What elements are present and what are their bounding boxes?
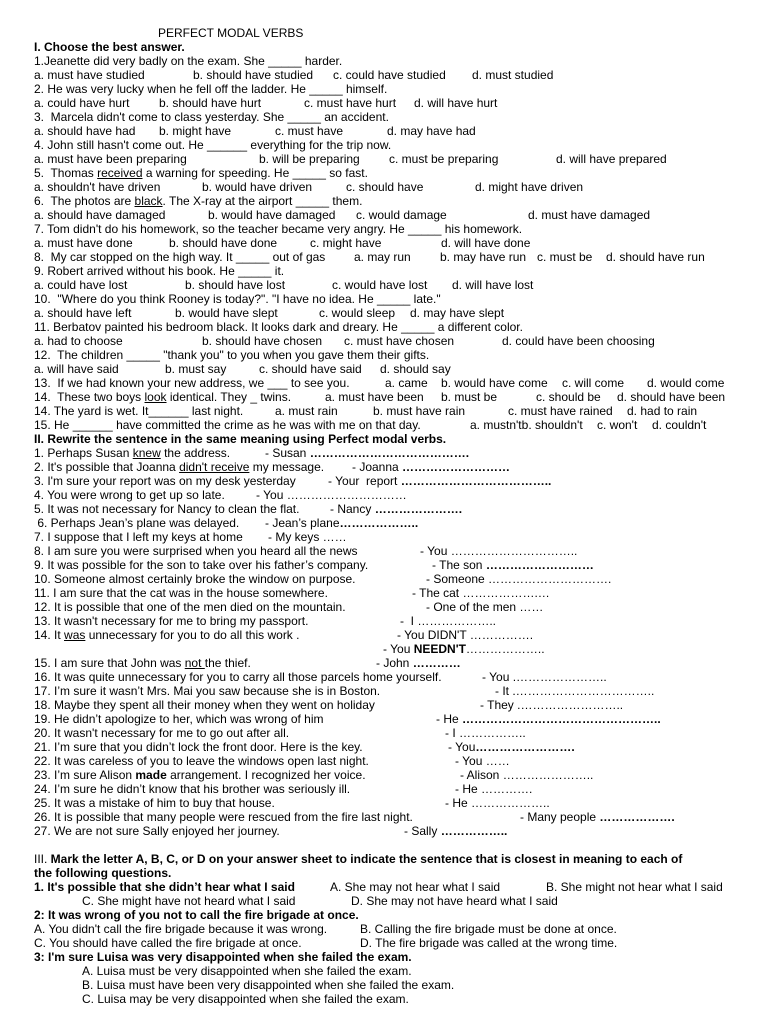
option-d: d. must studied: [472, 68, 554, 82]
rewrite-answer: - Your report ………………………………..: [328, 474, 552, 488]
option-a: a. came: [385, 376, 428, 390]
option-a: a. mustn'tb. shouldn't: [470, 418, 583, 432]
question-stem: 3. Marcela didn't come to class yesterday. She _____ an accident.: [34, 110, 389, 124]
rewrite-answer: - The son ………………………: [432, 558, 594, 572]
rewrite-answer: - Sally ……………..: [404, 824, 508, 838]
option-c: c. would have lost: [332, 278, 428, 292]
option-a: a. must rain: [275, 404, 338, 418]
option-d: d. should say: [380, 362, 451, 376]
rewrite-sentence: 16. It was quite unnecessary for you to carry all those parcels home yourself.: [34, 670, 442, 684]
rewrite-sentence: 10. Someone almost certainly broke the window on purpose.: [34, 572, 356, 586]
rewrite-answer: - You .…………………..: [482, 670, 607, 684]
question-stem: 7. Tom didn't do his homework, so the teacher became very angry. He _____ his homework.: [34, 222, 523, 236]
mcq-option-a: A. Luisa must be very disappointed when she failed the exam.: [82, 964, 412, 978]
option-b: b. must have rain: [373, 404, 466, 418]
option-a: a. may run: [354, 250, 411, 264]
mcq-option-c: C. You should have called the fire brigade at once.: [34, 936, 302, 950]
option-a: a. had to choose: [34, 334, 123, 348]
option-b: b. should have lost: [185, 278, 286, 292]
mcq-option-d: D. She may not have heard what I said: [351, 894, 558, 908]
option-d: d. couldn't: [652, 418, 707, 432]
question-stem: 14. The yard is wet. It______ last night.: [34, 404, 244, 418]
rewrite-sentence: 8. I am sure you were surprised when you heard all the news: [34, 544, 358, 558]
section-2-heading: II. Rewrite the sentence in the same meaning using Perfect modal verbs.: [34, 432, 447, 446]
rewrite-answer: - You NEEDN'T………………..: [383, 642, 545, 656]
section-3-heading: III. Mark the letter A, B, C, or D on your answer sheet to indicate the sentence that is closest in meaning to each of: [34, 852, 683, 866]
rewrite-answer: - You …………………………: [256, 488, 407, 502]
mcq-option-b: B. Calling the fire brigade must be done at once.: [360, 922, 617, 936]
option-d: d. may have had: [387, 124, 476, 138]
rewrite-answer: - My keys ……: [268, 530, 347, 544]
option-a: a. shouldn't have driven: [34, 180, 161, 194]
question-stem: 15. He ______ have committed the crime as he was with me on that day.: [34, 418, 421, 432]
question-stem: 14. These two boys look identical. They _ twins.: [34, 390, 292, 404]
option-d: d. would come: [647, 376, 725, 390]
rewrite-answer: - They .……………………..: [480, 698, 624, 712]
option-b: b. will be preparing: [259, 152, 360, 166]
option-d: d. might have driven: [475, 180, 584, 194]
rewrite-sentence: 1. Perhaps Susan knew the address.: [34, 446, 231, 460]
question-stem: 13. If we had known your new address, we ___ to see you.: [34, 376, 350, 390]
option-b: b. would have slept: [175, 306, 278, 320]
option-a: a. should have left: [34, 306, 132, 320]
question-stem: 5. Thomas received a warning for speeding. He _____ so fast.: [34, 166, 368, 180]
option-d: d. will have lost: [452, 278, 534, 292]
question-stem: 11. Berbatov painted his bedroom black. It looks dark and dreary. He _____ a different color.: [34, 320, 523, 334]
rewrite-sentence: 23. I’m sure Alison made arrangement. I recognized her voice.: [34, 768, 366, 782]
option-d: d. should have been: [617, 390, 726, 404]
option-a: a. must have done: [34, 236, 133, 250]
mcq-option-a: A. She may not hear what I said: [330, 880, 501, 894]
rewrite-sentence: 18. Maybe they spent all their money when they went on holiday: [34, 698, 375, 712]
rewrite-sentence: 14. It was unnecessary for you to do all this work .: [34, 628, 300, 642]
rewrite-sentence: 17. I’m sure it wasn’t Mrs. Mai you saw because she is in Boston.: [34, 684, 381, 698]
option-c: c. should have: [346, 180, 424, 194]
rewrite-answer: - The cat ……………….…: [412, 586, 550, 600]
rewrite-answer: - I ………………..: [400, 614, 497, 628]
rewrite-sentence: 13. It wasn't necessary for me to bring my passport.: [34, 614, 309, 628]
option-a: a. must have studied: [34, 68, 145, 82]
mcq-stem: 2: It was wrong of you not to call the fire brigade at once.: [34, 908, 359, 922]
rewrite-sentence: 19. He didn’t apologize to her, which was wrong of him: [34, 712, 324, 726]
question-stem: 6. The photos are black. The X-ray at the airport _____ them.: [34, 194, 363, 208]
rewrite-sentence: 2. It's possible that Joanna didn't receive my message.: [34, 460, 325, 474]
option-c: c. must be preparing: [389, 152, 499, 166]
rewrite-answer: - Alison …………………..: [460, 768, 594, 782]
option-b: b. should have chosen: [202, 334, 323, 348]
option-a: a. must have been: [325, 390, 424, 404]
section-1-heading: I. Choose the best answer.: [34, 40, 185, 54]
option-d: d. could have been choosing: [502, 334, 655, 348]
mcq-option-b: B. Luisa must have been very disappointed when she failed the exam.: [82, 978, 455, 992]
option-c: c. could have studied: [333, 68, 446, 82]
rewrite-answer: - You…………………….: [448, 740, 575, 754]
rewrite-answer: - You DIDN'T …………….: [397, 628, 534, 642]
rewrite-answer: - Jean’s plane………………..: [265, 516, 419, 530]
option-d: d. will have prepared: [556, 152, 667, 166]
rewrite-sentence: 7. I suppose that I left my keys at home: [34, 530, 243, 544]
option-c: c. will come: [562, 376, 625, 390]
option-c: c. should have said: [259, 362, 362, 376]
rewrite-sentence: 4. You were wrong to get up so late.: [34, 488, 225, 502]
rewrite-sentence: 26. It is possible that many people were rescued from the fire last night.: [34, 810, 413, 824]
mcq-stem: 3: I'm sure Luisa was very disappointed when she failed the exam.: [34, 950, 412, 964]
option-b: b. must say: [165, 362, 227, 376]
mcq-option-c: C. Luisa may be very disappointed when she failed the exam.: [82, 992, 409, 1006]
rewrite-sentence: 15. I am sure that John was not the thief.: [34, 656, 251, 670]
option-c: c. won't: [597, 418, 638, 432]
option-d: d. should have run: [606, 250, 705, 264]
question-stem: 4. John still hasn't come out. He ______ everything for the trip now.: [34, 138, 392, 152]
option-b: b. might have: [159, 124, 232, 138]
question-stem: 8. My car stopped on the high way. It _____ out of gas: [34, 250, 326, 264]
rewrite-answer: - Many people ……………….: [520, 810, 675, 824]
option-b: b. should have hurt: [159, 96, 262, 110]
mcq-option-c: C. She might have not heard what I said: [82, 894, 296, 908]
rewrite-answer: - One of the men ……: [426, 600, 544, 614]
rewrite-answer: - I ……………..: [445, 726, 526, 740]
rewrite-sentence: 6. Perhaps Jean’s plane was delayed.: [34, 516, 240, 530]
option-a: a. could have hurt: [34, 96, 130, 110]
option-c: c. must have chosen: [344, 334, 455, 348]
rewrite-answer: - John …………: [376, 656, 461, 670]
worksheet-title: PERFECT MODAL VERBS: [158, 26, 304, 40]
rewrite-answer: - He …………………………………………..: [436, 712, 661, 726]
rewrite-sentence: 24. I’m sure he didn’t know that his brother was seriously ill.: [34, 782, 351, 796]
option-a: a. should have damaged: [34, 208, 166, 222]
option-c: c. would sleep: [319, 306, 396, 320]
rewrite-sentence: 11. I am sure that the cat was in the house somewhere.: [34, 586, 328, 600]
rewrite-answer: - Joanna ………………………: [352, 460, 511, 474]
option-a: a. could have lost: [34, 278, 128, 292]
option-b: b. should have done: [169, 236, 278, 250]
rewrite-answer: - You …………………………..: [420, 544, 578, 558]
option-c: c. must have: [275, 124, 344, 138]
option-a: a. must have been preparing: [34, 152, 187, 166]
option-a: a. should have had: [34, 124, 136, 138]
rewrite-answer: - You ……: [455, 754, 510, 768]
rewrite-sentence: 21. I’m sure that you didn’t lock the front door. Here is the key.: [34, 740, 363, 754]
rewrite-answer: - Susan ………………………………….: [265, 446, 470, 460]
option-b: b. would have damaged: [208, 208, 336, 222]
mcq-stem: 1. It's possible that she didn’t hear what I said: [34, 880, 295, 894]
option-b: b. must be: [441, 390, 498, 404]
option-d: d. may have slept: [410, 306, 505, 320]
rewrite-sentence: 20. It wasn't necessary for me to go out after all.: [34, 726, 290, 740]
rewrite-sentence: 9. It was possible for the son to take over his father’s company.: [34, 558, 369, 572]
rewrite-sentence: 5. It was not necessary for Nancy to clean the flat.: [34, 502, 300, 516]
rewrite-sentence: 22. It was careless of you to leave the windows open last night.: [34, 754, 369, 768]
rewrite-answer: - He ………………..: [445, 796, 550, 810]
option-c: c. should be: [536, 390, 601, 404]
rewrite-answer: - It .……………………………..: [495, 684, 655, 698]
mcq-option-d: D. The fire brigade was called at the wrong time.: [360, 936, 618, 950]
option-c: c. must have hurt: [304, 96, 397, 110]
question-stem: 10. "Where do you think Rooney is today?". "I have no idea. He _____ late.": [34, 292, 441, 306]
question-stem: 2. He was very lucky when he fell off the ladder. He _____ himself.: [34, 82, 388, 96]
question-stem: 9. Robert arrived without his book. He _____ it.: [34, 264, 285, 278]
rewrite-sentence: 12. It is possible that one of the men died on the mountain.: [34, 600, 346, 614]
mcq-option-b: B. She might not hear what I said: [546, 880, 723, 894]
option-d: d. must have damaged: [528, 208, 651, 222]
rewrite-answer: - Nancy ………………….: [330, 502, 463, 516]
rewrite-answer: - Someone ………………………….: [426, 572, 612, 586]
option-a: a. will have said: [34, 362, 119, 376]
question-stem: 12. The children _____ "thank you" to you when you gave them their gifts.: [34, 348, 430, 362]
rewrite-sentence: 25. It was a mistake of him to buy that house.: [34, 796, 275, 810]
option-d: d. had to rain: [627, 404, 698, 418]
option-d: d. will have done: [441, 236, 531, 250]
section-3-heading-cont: the following questions.: [34, 866, 172, 880]
mcq-option-a: A. You didn't call the fire brigade because it was wrong.: [34, 922, 328, 936]
rewrite-sentence: 3. I'm sure your report was on my desk yesterday: [34, 474, 296, 488]
rewrite-answer: - He ………….: [455, 782, 533, 796]
option-c: c. might have: [310, 236, 382, 250]
option-c: c. must have rained: [508, 404, 613, 418]
option-b: b. would have come: [441, 376, 548, 390]
option-d: d. will have hurt: [414, 96, 498, 110]
option-c: c. must be: [537, 250, 593, 264]
rewrite-sentence: 27. We are not sure Sally enjoyed her journey.: [34, 824, 280, 838]
question-stem: 1.Jeanette did very badly on the exam. She _____ harder.: [34, 54, 343, 68]
option-b: b. would have driven: [202, 180, 313, 194]
option-b: b. may have run: [440, 250, 527, 264]
option-c: c. would damage: [356, 208, 447, 222]
option-b: b. should have studied: [193, 68, 314, 82]
